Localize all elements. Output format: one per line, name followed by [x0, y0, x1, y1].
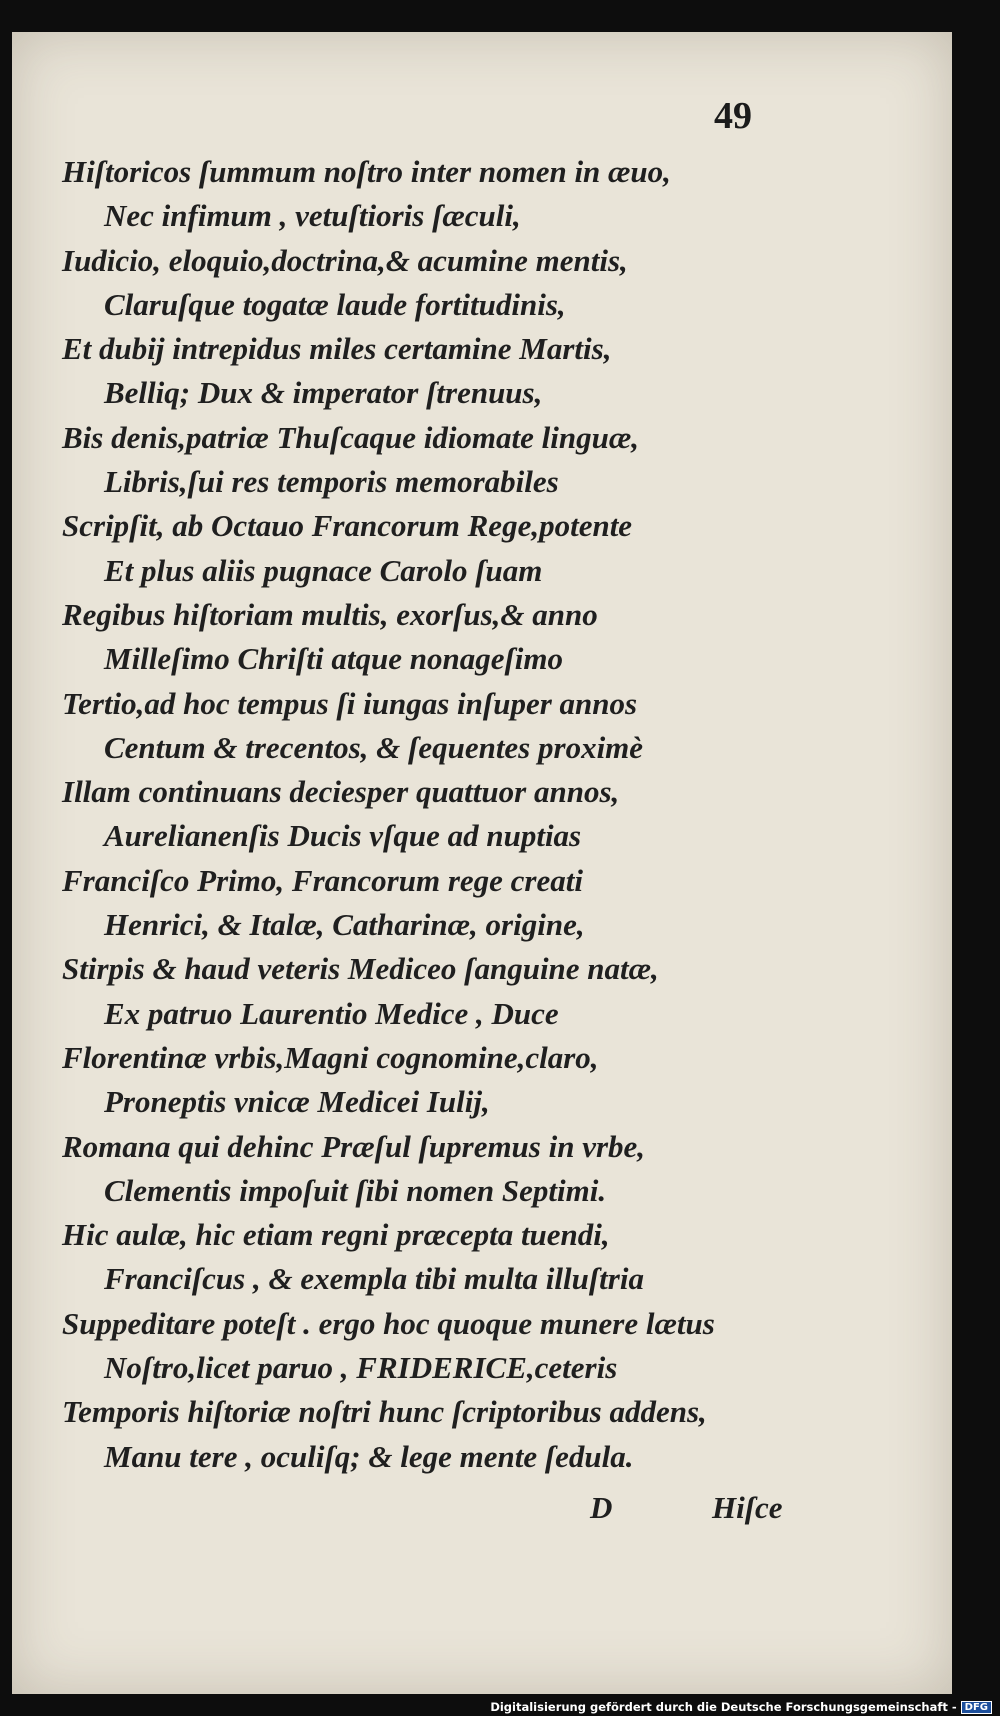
dfg-logo-icon: DFG [961, 1701, 992, 1714]
page-number: 49 [714, 95, 752, 137]
verse-line: Suppeditare poteſt . ergo hoc quoque munere lætus [62, 1305, 715, 1341]
verse-line: Scripſit, ab Octauo Francorum Rege,potente [62, 508, 633, 544]
poem-text [62, 150, 882, 1479]
verse-line: Temporis hiſtoriæ noſtri hunc ſcriptoribus addens, [62, 1394, 707, 1430]
verse-line: Franciſcus , & exempla tibi multa illuſtria [104, 1261, 644, 1297]
verse-line: Hic aulæ, hic etiam regni præcepta tuendi, [62, 1217, 610, 1253]
book-page [12, 32, 952, 1694]
verse-line: Henrici, & Italæ, Catharinæ, origine, [104, 907, 585, 943]
verse-line: Florentinæ vrbis,Magni cognomine,claro, [62, 1039, 599, 1075]
verse-line: Iudicio, eloquio,doctrina,& acumine mentis, [62, 242, 628, 278]
verse-line: Proneptis vnicæ Medicei Iulij, [104, 1084, 490, 1120]
verse-line: Claruſque togatæ laude fortitudinis, [104, 286, 566, 322]
signature-mark: D [590, 1490, 613, 1525]
verse-line: Aurelianenſis Ducis vſque ad nuptias [104, 818, 582, 854]
verse-line: Centum & trecentos, & ſequentes proximè [104, 729, 644, 765]
digitization-credit [490, 1700, 992, 1714]
verse-line: Et dubij intrepidus miles certamine Martis, [62, 331, 612, 367]
verse-line: Tertio,ad hoc tempus ſi iungas inſuper annos [62, 685, 638, 721]
verse-line: Ex patruo Laurentio Medice , Duce [104, 995, 559, 1031]
verse-line: Belliq; Dux & imperator ſtrenuus, [104, 375, 543, 411]
verse-line: Regibus hiſtoriam multis, exorſus,& anno [62, 596, 598, 632]
verse-line: Libris,ſui res temporis memorabiles [104, 464, 559, 500]
verse-line: Stirpis & haud veteris Mediceo ſanguine natæ, [62, 951, 659, 987]
verse-line: Franciſco Primo, Francorum rege creati [62, 862, 583, 898]
catchword: Hiſce [712, 1490, 783, 1525]
verse-line: Nec infimum , vetuſtioris ſæculi, [104, 198, 521, 234]
verse-line: Romana qui dehinc Præſul ſupremus in vrbe, [62, 1128, 646, 1164]
verse-line: Et plus aliis pugnace Carolo ſuam [104, 552, 543, 588]
verse-line: Milleſimo Chriſti atque nonageſimo [104, 641, 564, 677]
verse-line: Hiſtoricos ſummum noſtro inter nomen in æuo, [62, 154, 671, 189]
verse-line: Manu tere , oculiſq; & lege mente ſedula. [104, 1438, 634, 1474]
verse-line: Illam continuans deciesper quattuor annos, [62, 774, 620, 810]
verse-line: Bis denis,patriæ Thuſcaque idiomate linguæ, [62, 419, 640, 455]
verse-line: Clementis impoſuit ſibi nomen Septimi. [104, 1172, 607, 1208]
verse-line: Noſtro,licet paruo , FRIDERICE,ceteris [104, 1350, 618, 1386]
credit-text: Digitalisierung gefördert durch die Deutsche Forschungsgemeinschaft - [490, 1700, 957, 1714]
